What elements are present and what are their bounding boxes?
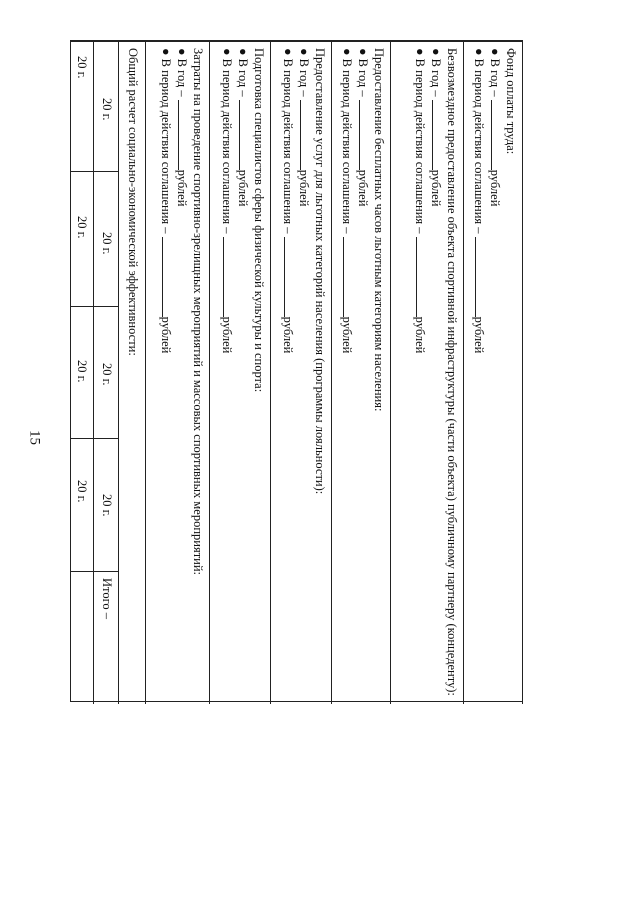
section-free-hours <box>339 48 386 698</box>
section-title: Затраты на проведение спортивно-зрелищных мероприятий и массовых спортивных мероприятий: <box>191 48 205 576</box>
section-title: Подготовка специалистов сферы физической культуры и спорта: <box>252 48 266 393</box>
blank-field <box>284 237 296 317</box>
row-divider-3 <box>390 40 391 704</box>
year-label: 20 г. <box>75 216 89 239</box>
row-divider-6 <box>209 40 210 704</box>
agreement-period-line: ● В период действия соглашения – рублей <box>472 48 486 354</box>
section-loyalty-services <box>280 48 327 698</box>
year-label: 20 г. <box>100 232 114 255</box>
section-specialist-training <box>219 48 266 698</box>
year-label: 20 г. <box>100 98 114 121</box>
section-title: Безвозмездное предоставление объекта спортивной инфраструктуры (части объекта) публичному партнеру (концеденту): <box>445 48 459 696</box>
blank-field <box>491 100 503 170</box>
agreement-period-line: ● В период действия соглашения – рублей <box>159 48 173 354</box>
blank-field <box>300 100 312 170</box>
blank-field <box>475 237 487 317</box>
summary-title: Общий расчет социально-экономической эффективности: <box>126 48 140 356</box>
rotated-form-table <box>70 40 523 704</box>
year-col-divider-4 <box>70 571 119 572</box>
year-label: 20 г. <box>75 480 89 503</box>
agreement-period-line: ● В период действия соглашения – рублей <box>413 48 427 354</box>
row-divider-5 <box>270 40 271 704</box>
year-label: 20 г. <box>75 56 89 79</box>
per-year-line: ● В год – рублей <box>429 48 443 207</box>
total-label: Итого – <box>100 578 114 620</box>
section-wage-fund <box>471 48 518 698</box>
year-label: 20 г. <box>100 494 114 517</box>
agreement-period-line: ● В период действия соглашения – рублей <box>340 48 354 354</box>
row-divider-2 <box>463 40 464 704</box>
per-year-line: ● В год – рублей <box>175 48 189 207</box>
year-col-divider-3 <box>70 438 119 439</box>
blank-field <box>223 237 235 317</box>
row-divider-1 <box>522 40 523 704</box>
blank-field <box>239 100 251 170</box>
content-column-border <box>70 41 523 42</box>
year-col-divider-2 <box>70 306 119 307</box>
year-label: 20 г. <box>100 363 114 386</box>
year-col-divider-1 <box>70 171 119 172</box>
section-free-provision <box>412 48 459 698</box>
blank-field <box>343 237 355 317</box>
per-year-line: ● В год – рублей <box>488 48 502 207</box>
per-year-line: ● В год – рублей <box>236 48 250 207</box>
blank-field <box>162 237 174 317</box>
agreement-period-line: ● В период действия соглашения – рублей <box>220 48 234 354</box>
blank-field <box>432 100 444 170</box>
year-label: 20 г. <box>75 360 89 383</box>
per-year-line: ● В год – рублей <box>356 48 370 207</box>
per-year-line: ● В год – рублей <box>297 48 311 207</box>
section-title: Предоставление услуг для льготных категорий населения (программы лояльности): <box>313 48 327 495</box>
blank-field <box>359 100 371 170</box>
row-divider-7 <box>145 40 146 704</box>
row-divider-8 <box>118 40 119 704</box>
blank-field <box>178 100 190 170</box>
section-event-costs <box>158 48 205 698</box>
agreement-period-line: ● В период действия соглашения – рублей <box>281 48 295 354</box>
section-title: Предоставление бесплатных часов льготным категориям населения: <box>372 48 386 412</box>
section-title: Фонд оплаты труда: <box>504 48 518 155</box>
blank-field <box>416 237 428 317</box>
page-number: 15 <box>26 430 43 445</box>
row-divider-4 <box>331 40 332 704</box>
row-divider-9 <box>93 40 94 704</box>
